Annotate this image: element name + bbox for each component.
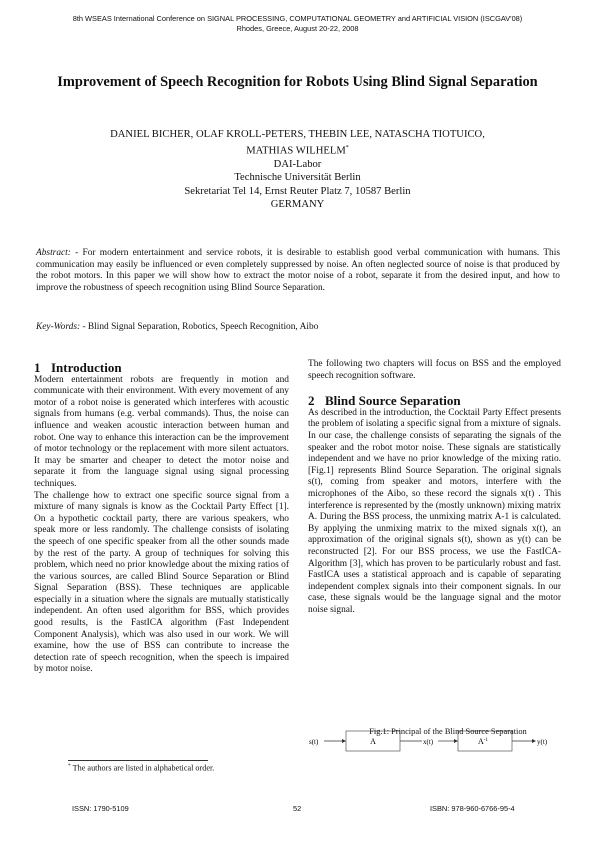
abstract xyxy=(36,248,560,294)
bss-paragraph-1: As described in the introduction, the Cocktail Party Effect presents the problem of isolating a specific signal from a mixture of signals. In our case, the challenge consists of separating the signals of the speaker and the robot motor noise. These signals are statistically independent and we have no prior knowledge of the mixing ratio. [Fig.1] represents Blind Source Separation. The original signals s(t), coming from speaker and motors, interfere with the microphones of the Aibo, so these record the signals x(t) . This interference is represented by the (mostly unknown) mixing matrix A. During the BSS process, the unmixing matrix A-1 is calculated. By applying the unmixing matrix to the mixed signals x(t), an approximation of the original signals s(t), shown as y(t) can be reconstructed [2]. For our BSS process, we use the FastICA-Algorithm [3], which has proven to be particularly robust and fast. FastICA uses a statistical approach and is capable of separating independent complex signals into their component signals. In our case, these signals would be the language signal and the motor noise signal. xyxy=(308,407,561,615)
keywords xyxy=(36,322,560,334)
arrowhead-icon xyxy=(342,739,346,743)
author-names-line1: DANIEL BICHER, OLAF KROLL-PETERS, THEBIN LEE, NATASCHA TIOTUICO, xyxy=(110,129,485,140)
page-number: 52 xyxy=(293,804,302,813)
chapters-overview-paragraph: The following two chapters will focus on BSS and the employed speech recognition software. xyxy=(308,359,561,381)
author-lab: DAI-Labor xyxy=(273,158,322,170)
footer-isbn: ISBN: 978-960-6766-95-4 xyxy=(430,804,515,813)
author-country: GERMANY xyxy=(270,199,325,211)
figure-caption: Fig.1: Principal of the Blind Source Separation xyxy=(369,727,527,736)
section-number: 2 xyxy=(308,393,315,409)
label-x-t: x(t) xyxy=(423,738,434,746)
unmixing-matrix-exponent: -1 xyxy=(483,738,488,743)
author-name-last: MATHIAS WILHELM xyxy=(246,145,346,157)
section-title: Introduction xyxy=(51,360,122,375)
conference-header xyxy=(0,14,595,34)
conference-header-line2: Rhodes, Greece, August 20-22, 2008 xyxy=(236,24,359,33)
author-address: Sekretariat Tel 14, Ernst Reuter Platz 7, 10587 Berlin xyxy=(184,185,411,197)
mixing-matrix-label: A xyxy=(370,737,376,746)
footnote-mark: * xyxy=(68,763,71,769)
conference-header-line1: 8th WSEAS International Conference on SIGNAL PROCESSING, COMPUTATIONAL GEOMETRY and ARTIFICIAL VISION (ISCGAV'08) xyxy=(72,14,523,23)
figure-bss-diagram xyxy=(308,727,564,763)
label-s-t: s(t) xyxy=(309,738,319,746)
footnote xyxy=(68,761,328,774)
section-title: Blind Source Separation xyxy=(325,393,461,409)
left-column xyxy=(34,362,289,676)
page-footer xyxy=(0,804,595,816)
paper-title: Improvement of Speech Recognition for Robots Using Blind Signal Separation xyxy=(57,74,538,90)
section-heading-introduction xyxy=(34,362,289,374)
arrowhead-icon xyxy=(532,739,536,743)
footer-issn: ISSN: 1790-5109 xyxy=(72,804,129,813)
section-heading-bss xyxy=(308,395,561,407)
author-footnote-mark: * xyxy=(345,144,349,151)
label-y-t: y(t) xyxy=(537,738,548,746)
author-block xyxy=(40,128,555,212)
abstract-label: Abstract: xyxy=(36,248,71,258)
keywords-label: Key-Words: xyxy=(36,322,81,332)
author-names-line2 xyxy=(40,142,555,158)
section-number: 1 xyxy=(34,360,41,375)
author-university: Technische Universität Berlin xyxy=(234,172,361,184)
arrowhead-icon xyxy=(454,739,458,743)
unmixing-matrix-letter: A xyxy=(478,737,484,746)
introduction-paragraph-1: Modern entertainment robots are frequently in motion and communicate with their environment. With every movement of any motor of a robot noise is generated which interferes with acoustic signals from humans (e.g. verbal commands). Thus, the noise can influence and weaken acoustic interaction between human and robot. One way to enhance this interaction can be the improvement of motor technology or the replacement with more silent actuators. It may be smarter and cheaper to detect the motor noise and separate it from the language signal using signal processing techniques. xyxy=(34,374,289,489)
footnote-text: The authors are listed in alphabetical order. xyxy=(72,763,215,773)
right-column xyxy=(308,359,561,616)
keywords-text: - Blind Signal Separation, Robotics, Speech Recognition, Aibo xyxy=(80,322,319,332)
abstract-text: - For modern entertainment and service robots, it is desirable to establish good verbal communication with humans. This communication may easily be influenced or even completely suppressed by noise. An often neglected source of noise is that produced by the robot motors. In this paper we will show how to extract the motor noise of a robot, separate it from the desired input, and how to improve the robustness of speech recognition using Blind Source Separation. xyxy=(36,248,560,293)
introduction-paragraph-2: The challenge how to extract one specific source signal from a mixture of many signals is know as the Cocktail Party Effect [1]. On a hypothetic cocktail party, there are various speakers, who speak more or less randomly. The challenge consists of isolating the speech of one specific speaker from all the other sounds made by the rest of the party. A group of techniques for solving this problem, which need no prior knowledge about the mixing ratios of the various sources, are called Blind Source Separation or Blind Signal Separation (BSS). These techniques are applicable especially in a situation where the signals are mutually statistically independent. An often used algorithm for BSS, which provides good results, is the FastICA algorithm (Fast Independent Component Analysis), which was also used in our work. We will examine, how the use of BSS can contribute to increase the detection rate of speech recognition, when the speech is impaired by motor noise. xyxy=(34,490,289,675)
